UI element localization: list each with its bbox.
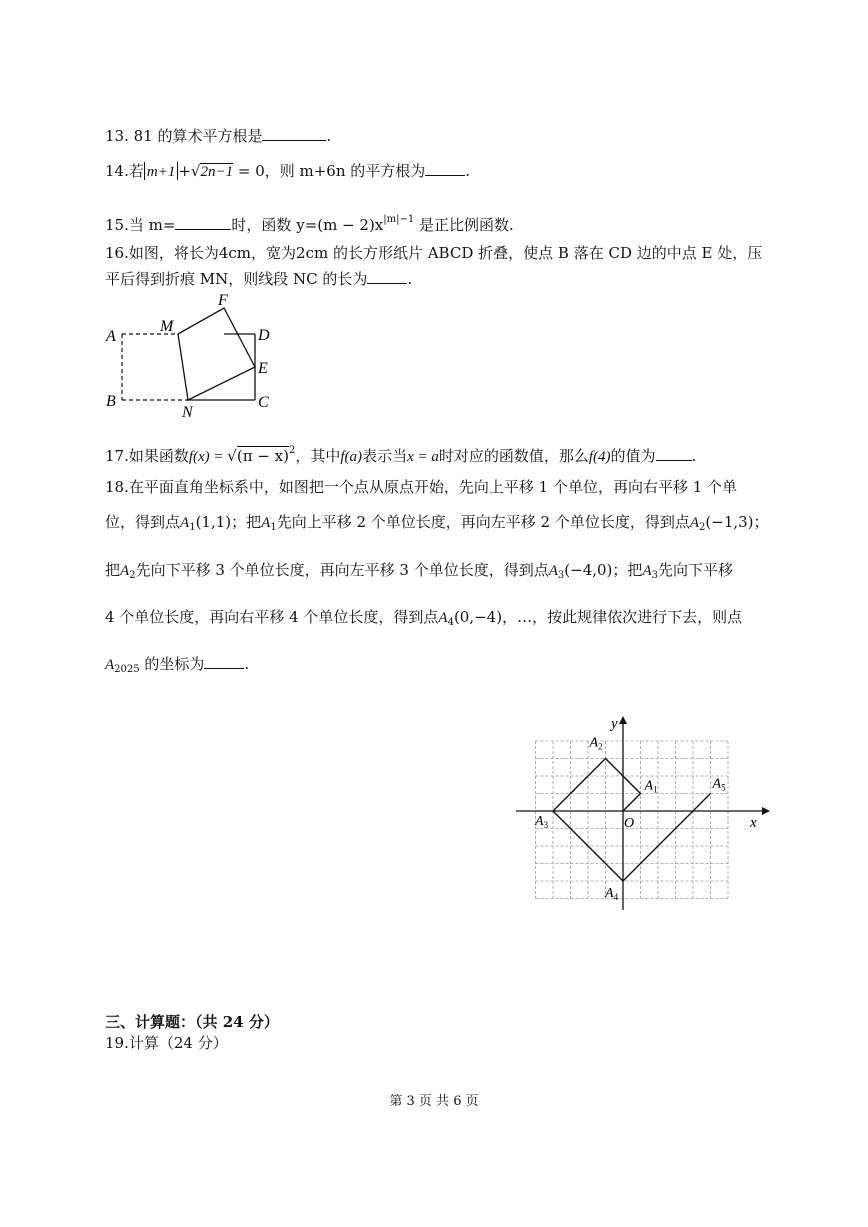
section-3-title: 三、计算题：（共 24 分） (105, 1013, 279, 1031)
question-18-line2 (105, 512, 769, 538)
q14-abs-expr: m+1 (146, 164, 176, 180)
coordinate-graph (512, 710, 772, 915)
q17-suffix: . (691, 447, 697, 465)
q18-line2d: ； (753, 513, 769, 531)
q18-a1-again: A (261, 515, 271, 531)
label-n: N (182, 404, 193, 420)
q18-a4: A (438, 610, 448, 626)
fold-diagram (100, 290, 290, 420)
q18-a1-again-sub: 1 (270, 522, 277, 533)
q14-eq: = 0，则 m+6n 的平方根为 (233, 162, 426, 180)
q16-line1: 16.如图，将长为4cm，宽为2cm 的长方形纸片 ABCD 折叠，使点 B 落在 CD 边的中点 E 处，压 (105, 244, 763, 262)
q18-a1-sub: 1 (189, 522, 196, 533)
q18-a2-ref: A (120, 563, 130, 579)
q14-prefix: 14.若 (105, 162, 144, 180)
label-d: D (258, 327, 270, 344)
q13-text: 13. 81 的算术平方根是 (105, 127, 263, 145)
q18-a4-coord: (0,−4) (453, 608, 503, 626)
q14-plus: + (178, 162, 191, 180)
origin-label: O (624, 816, 635, 831)
point-label-a4: $A_4$ (605, 886, 619, 902)
q17-fa: f(a) (340, 449, 363, 465)
q15-mid: 时，函数 y= (231, 216, 318, 234)
q18-a4-sub: 4 (447, 617, 454, 628)
question-16-line2 (105, 269, 412, 289)
y-axis-label: y (611, 716, 618, 732)
label-f: F (218, 292, 228, 309)
q18-blank (204, 654, 244, 669)
q18-a3-ref: A (642, 563, 652, 579)
q18-line4b: ，…，按此规律依次进行下去，则点 (502, 608, 743, 626)
question-18-line5 (105, 654, 249, 680)
label-a: A (106, 328, 116, 345)
q18-line1: 18.在平面直角坐标系中，如图把一个点从原点开始，先向上平移 1 个单位，再向右平移 1 个单 (105, 478, 738, 496)
q18-line3a: 把 (105, 561, 121, 579)
q14-blank (425, 161, 465, 176)
q18-line5b: 的坐标为 (139, 655, 205, 673)
q18-line3b: 先向下平移 3 个单位长度，再向左平移 3 个单位长度，得到点 (135, 561, 549, 579)
q18-a3: A (548, 563, 558, 579)
q18-a3-ref-sub: 3 (651, 570, 658, 581)
point-label-a5: $A_5$ (712, 776, 726, 793)
q15-prefix: 15.当 m= (105, 216, 176, 234)
q17-mid4: 的值为 (610, 447, 656, 465)
page-footer: 第 3 页 共 6 页 (389, 1094, 479, 1109)
q14-sqrt: √2n−1 (190, 162, 234, 180)
q18-a2-sub: 2 (699, 522, 706, 533)
q18-a2-coord: (−1,3) (705, 513, 754, 531)
question-14 (105, 161, 470, 182)
q17-mid2: 表示当 (362, 447, 408, 465)
q14-suffix: . (465, 162, 471, 180)
question-15 (105, 210, 514, 235)
point-label-a3: $A_3$ (535, 814, 549, 830)
q17-prefix: 17.如果函数 (105, 447, 189, 465)
x-axis-arrow (762, 807, 770, 815)
q17-radicand: (π − x) (236, 447, 289, 465)
q16-blank (367, 269, 407, 284)
q18-line2c: 先向上平移 2 个单位长度，再向左平移 2 个单位长度，得到点 (276, 513, 690, 531)
q18-a2025: A (105, 657, 115, 673)
q15-expr: (m − 2)x (317, 216, 384, 234)
question-13 (105, 126, 331, 146)
q17-f4: f(4) (588, 449, 611, 465)
label-e: E (258, 360, 268, 377)
question-18-line3 (105, 560, 733, 586)
x-axis-label: x (750, 815, 757, 831)
q17-mid3: 时对应的函数值，那么 (438, 447, 589, 465)
label-c: C (258, 394, 269, 411)
q17-power: 2 (289, 445, 296, 456)
q18-a2-ref-sub: 2 (129, 570, 136, 581)
q15-suffix: 是正比例函数. (414, 216, 514, 234)
q14-abs (144, 162, 178, 180)
q18-a2: A (689, 515, 700, 531)
q18-a1-coord: (1,1) (195, 513, 232, 531)
point-label-a1: $A_1$ (644, 778, 658, 795)
q18-a2025-sub: 2025 (114, 664, 140, 675)
q17-mid: ，其中 (295, 447, 341, 465)
q18-line3d: 先向下平移 (657, 561, 733, 579)
q18-line4a: 4 个单位长度，再向右平移 4 个单位长度，得到点 (105, 608, 439, 626)
q15-exponent: |m|−1 (383, 214, 415, 225)
q16-line2: 平后得到折痕 MN，则线段 NC 的长为 (105, 270, 368, 288)
q17-sqrt: $√(\pi - x)^2$ (227, 445, 296, 465)
q13-suffix: . (326, 127, 332, 145)
q13-blank (262, 126, 326, 141)
q14-sqrt-expr: 2n−1 (200, 164, 234, 180)
q15-blank (175, 215, 231, 230)
question-17 (105, 441, 696, 467)
label-b: B (106, 393, 116, 410)
q16-suffix: . (407, 270, 413, 288)
q18-suffix: . (244, 655, 250, 673)
y-axis-arrow (619, 716, 627, 724)
q18-a1: A (180, 515, 190, 531)
q18-a3-coord: (−4,0) (564, 561, 613, 579)
q18-line2b: ；把 (231, 513, 262, 531)
q17-fx: f(x) = (188, 449, 228, 465)
question-18-line4 (105, 607, 742, 633)
label-m: M (160, 318, 174, 335)
folded-quad (178, 308, 255, 400)
question-19: 19.计算（24 分） (105, 1034, 228, 1052)
q18-line2a: 位，得到点 (105, 513, 181, 531)
q17-xa: x = a (407, 449, 439, 465)
q18-line3c: ；把 (612, 561, 643, 579)
point-label-a2: $A_2$ (589, 735, 603, 752)
q17-blank (656, 446, 692, 461)
q18-a3-sub: 3 (557, 570, 565, 581)
